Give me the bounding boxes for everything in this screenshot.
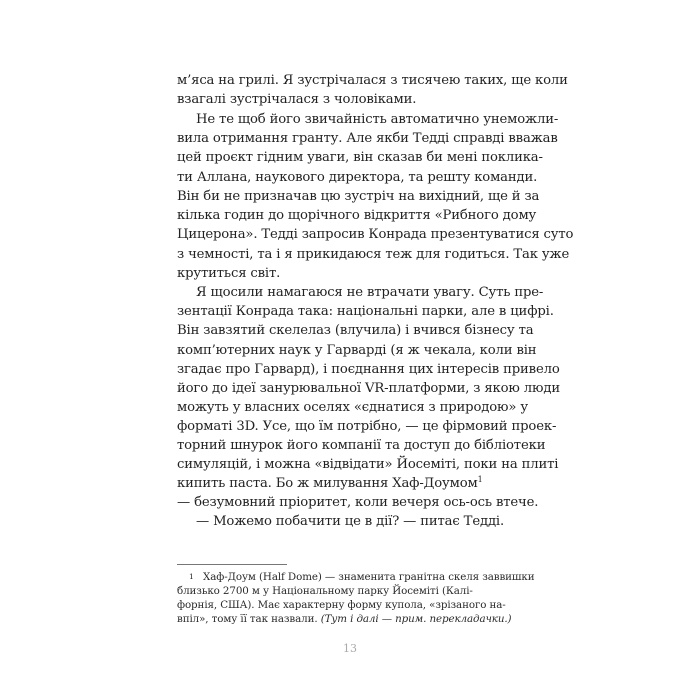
text-line-content: кипить паста. Бо ж милування Хаф-Доумом: [177, 476, 478, 491]
text-line: вила отримання гранту. Але якби Тедді справді вважав: [177, 131, 558, 146]
footnote-line: форнія, США). Має характерну форму купола, «зрізаного на-: [177, 599, 506, 611]
text-line: Він би не призначав цю зустріч на вихідний, ще й за: [177, 189, 540, 204]
text-line: м’яса на грилі. Я зустрічалася з тисячею таких, ще коли: [177, 73, 568, 88]
text-line: форматі 3D. Усе, що їм потрібно, — це фірмовий проек-: [177, 419, 557, 434]
translator-note: (Тут і далі — прим. перекладачки.): [320, 613, 512, 625]
footnote-divider: [177, 564, 287, 565]
text-line: ти Аллана, наукового директора, та решту команди.: [177, 170, 538, 185]
page-number: 13: [343, 642, 357, 655]
footnote-marker: 1: [189, 572, 194, 581]
footnote-line: Хаф-Доум (Half Dome) — знаменита гранітна скеля заввишки: [203, 571, 535, 583]
footnote-line: [177, 612, 525, 626]
text-line: згадає про Гарвард), і поєднання цих інтересів привело: [177, 362, 560, 377]
text-line: його до ідеї занурювальної VR-платформи, з якою люди: [177, 381, 560, 396]
text-line: Я щосили намагаюся не втрачати увагу. Суть пре-: [196, 285, 544, 300]
text-line: Він завзятий скелелаз (влучила) і вчився бізнесу та: [177, 323, 534, 338]
text-line: кілька годин до щорічного відкриття «Рибного дому: [177, 208, 537, 223]
text-line: симуляцій, і можна «відвідати» Йосеміті, поки на плиті: [177, 457, 559, 472]
text-line: торний шнурок його компанії та доступ до бібліотеки: [177, 438, 546, 453]
text-line: [177, 475, 525, 493]
text-line: можуть у власних оселях «єднатися з природою» у: [177, 400, 528, 415]
dialogue-line: — Можемо побачити це в дії? — питає Тедді.: [196, 514, 505, 529]
footnote-ref: 1: [477, 475, 483, 484]
text-line: Цицерона». Тедді запросив Конрада презентуватися суто: [177, 227, 574, 242]
text-line: зентації Конрада така: національні парки, але в цифрі.: [177, 304, 554, 319]
text-line: з чемності, та і я прикидаюся теж для годиться. Так уже: [177, 247, 570, 262]
text-line: взагалі зустрічалася з чоловіками.: [177, 92, 417, 107]
footnote-text: впіл», тому її так назвали.: [177, 613, 318, 625]
text-line: — безумовний пріоритет, коли вечеря ось-ось втече.: [177, 495, 539, 510]
text-line: крутиться світ.: [177, 266, 281, 281]
text-line: комп’ютерних наук у Гарварді (я ж чекала, коли він: [177, 343, 537, 358]
text-line: Не те щоб його звичайність автоматично унеможли-: [196, 112, 559, 127]
footnote-line: близько 2700 м у Національному парку Йосеміті (Калі-: [177, 585, 473, 597]
text-line: цей проєкт гідним уваги, він сказав би мені поклика-: [177, 150, 543, 165]
